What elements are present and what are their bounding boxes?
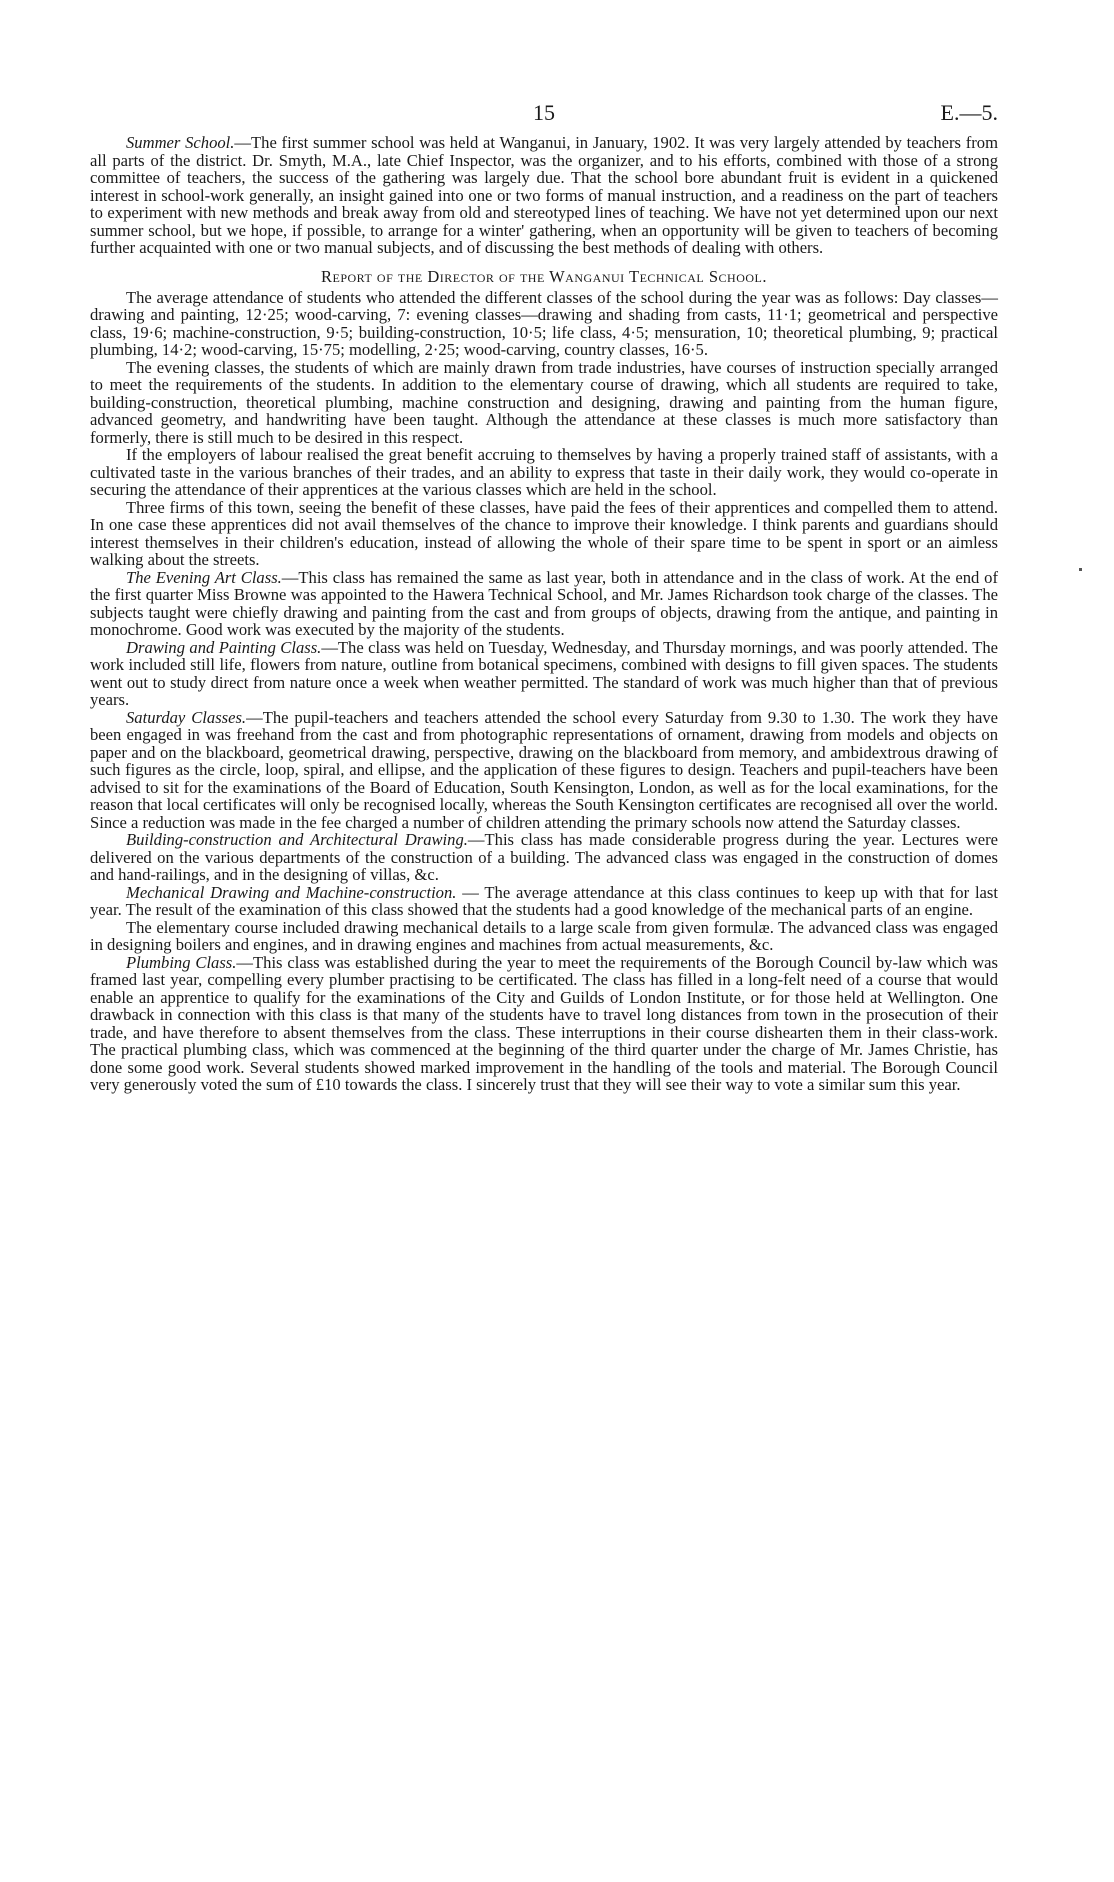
paragraph xyxy=(90,289,998,359)
paragraph-lead: Summer School. xyxy=(126,133,235,152)
paragraph-text: The evening classes, the students of which are mainly drawn from trade industries, have courses of instruction specially arranged to meet the requirements of the students. In addition to the elementary course of drawing, which all students are required to take, building-construction, theoretical plumbing, machine construction and designing, drawing and painting from the human figure, advanced geometry, and handwriting have been taught. Although the attendance at these classes is much more satisfactory than formerly, there is still much to be desired in this respect. xyxy=(90,357,998,447)
paragraph-lead: Mechanical Drawing and Machine-construction. xyxy=(126,882,457,902)
document-page xyxy=(90,100,998,1094)
paragraph xyxy=(90,709,998,832)
paragraph-text: —The class was held on Tuesday, Wednesday, and Thursday mornings, and was poorly attended. The work included still life, flowers from nature, outline from botanical specimens, combined with designs to fill given spaces. The students went out to study direct from nature once a week when weather permitted. The standard of work was much higher than that of previous years. xyxy=(90,637,998,709)
paragraph xyxy=(90,831,998,884)
paragraph xyxy=(90,359,998,447)
paragraph-text: —The pupil-teachers and teachers attended the school every Saturday from 9.30 to 1.30. The work they have been engaged in was freehand from the cast and from photographic representations of ornament, drawing from models and objects on paper and on the blackboard, geometrical drawing, perspective, drawing on the blackboard from memory, and ambidextrous drawing of such figures as the circle, loop, spiral, and ellipse, and the application of these figures to design. Teachers and pupil-teachers have been advised to sit for the examinations of the Board of Education, South Kensington, London, as well as for the local examinations, for the reason that local certificates will only be recognised locally, whereas the South Kensington certificates are recognised all over the world. Since a reduction was made in the fee charged a number of children attending the primary schools now attend the Saturday classes. xyxy=(90,707,999,832)
paragraph-lead: Plumbing Class. xyxy=(126,952,237,972)
paragraph xyxy=(90,919,998,954)
paragraph-summer-school xyxy=(90,134,998,257)
paragraph-lead: Building-construction and Architectural Drawing. xyxy=(126,830,468,849)
paragraph-text: — The average attendance at this class continues to keep up with that for last year. The result of the examination of this class showed that the students had a good knowledge of the mechanical parts of an engine. xyxy=(90,882,998,919)
paragraph-text: The elementary course included drawing mechanical details to a large scale from given formulæ. The advanced class was engaged in designing boilers and engines, and in drawing engines and machines from actual measurements, &c. xyxy=(90,917,998,954)
section-heading: Report of the Director of the Wanganui Technical School. xyxy=(321,266,767,286)
document-reference: E.—5. xyxy=(940,100,998,125)
paragraph xyxy=(90,446,998,499)
paragraph-text: The average attendance of students who attended the different classes of the school during the year was as follows: Day classes—drawing and painting, 12·25; wood-carving, 7: evening classes—drawing and shading from casts, 11·1; geometrical and perspective class, 19·6; machine-construction, 9·5; building-construction, 10·5; life class, 4·5; mensuration, 10; theoretical plumbing, 9; practical plumbing, 14·2; wood-carving, 15·75; modelling, 2·25; wood-carving, country classes, 16·5. xyxy=(90,287,998,359)
paragraph-text: —This class was established during the year to meet the requirements of the Borough Council by-law which was framed last year, compelling every plumber practising to be certificated. The class has filled in a long-felt need of a course that would enable an apprentice to qualify for the examinations of the City and Guilds of London Institute, or for those held at Wellington. One drawback in connection with this class is that many of the students have to travel long distances from town in the prosecution of their trade, and have therefore to absent themselves from the class. These interruptions in their course dishearten them in their class-work. The practical plumbing class, which was commenced at the beginning of the third quarter under the charge of Mr. James Christie, has done some good work. Several students showed marked improvement in the handling of the tools and material. The Borough Council very generously voted the sum of £10 towards the class. I sincerely trust that they will see their way to vote a similar sum this year. xyxy=(90,952,999,1094)
paragraph-text: If the employers of labour realised the great benefit accruing to themselves by having a properly trained staff of assistants, with a cultivated taste in the various branches of their trades, and an ability to express that taste in their daily work, they would co-operate in securing the attendance of their apprentices at the various classes which are held in the school. xyxy=(90,445,998,499)
scan-speck xyxy=(1079,568,1082,571)
paragraph xyxy=(90,569,998,639)
paragraph xyxy=(90,954,998,1094)
paragraph-text: —This class has remained the same as last year, both in attendance and in the class of work. At the end of the first quarter Miss Browne was appointed to the Hawera Technical School, and Mr. James Richardson took charge of the classes. The subjects taught were chiefly drawing and painting from the cast and from groups of objects, drawing from the antique, and painting in monochrome. Good work was executed by the majority of the students. xyxy=(90,567,998,639)
paragraph-lead: Saturday Classes. xyxy=(126,707,247,727)
paragraph xyxy=(90,499,998,569)
paragraph-lead: The Evening Art Class. xyxy=(126,567,282,587)
paragraph-text: —The first summer school was held at Wanganui, in January, 1902. It was very largely attended by teachers from all parts of the district. Dr. Smyth, M.A., late Chief Inspector, was the organizer, and to his efforts, combined with those of a strong committee of teachers, the success of the gathering was largely due. That the school bore abundant fruit is evident in a quickened interest in school-work generally, an insight gained into one or two forms of manual instruction, and a readiness on the part of teachers to experiment with new methods and break away from old and stereotyped lines of teaching. We have not yet determined upon our next summer school, but we hope, if possible, to arrange for a winter' gathering, when an opportunity will be given to teachers of becoming further acquainted with one or two manual subjects, and of discussing the best methods of dealing with others. xyxy=(90,133,998,257)
paragraph-lead: Drawing and Painting Class. xyxy=(126,637,322,657)
paragraph-text: Three firms of this town, seeing the benefit of these classes, have paid the fees of their apprentices and compelled them to attend. In one case these apprentices did not avail themselves of the chance to improve their knowledge. I think parents and guardians should interest themselves in their children's education, instead of allowing the whole of their spare time to be spent in sport or an aimless walking about the streets. xyxy=(90,497,998,569)
paragraph xyxy=(90,639,998,709)
paragraph xyxy=(90,884,998,919)
paragraph-text: —This class has made considerable progress during the year. Lectures were delivered on the various departments of the construction of a building. The advanced class was engaged in the construction of domes and hand-railings, and in the designing of villas, &c. xyxy=(90,830,998,884)
page-number: 15 xyxy=(533,100,555,125)
page-header xyxy=(90,100,998,134)
